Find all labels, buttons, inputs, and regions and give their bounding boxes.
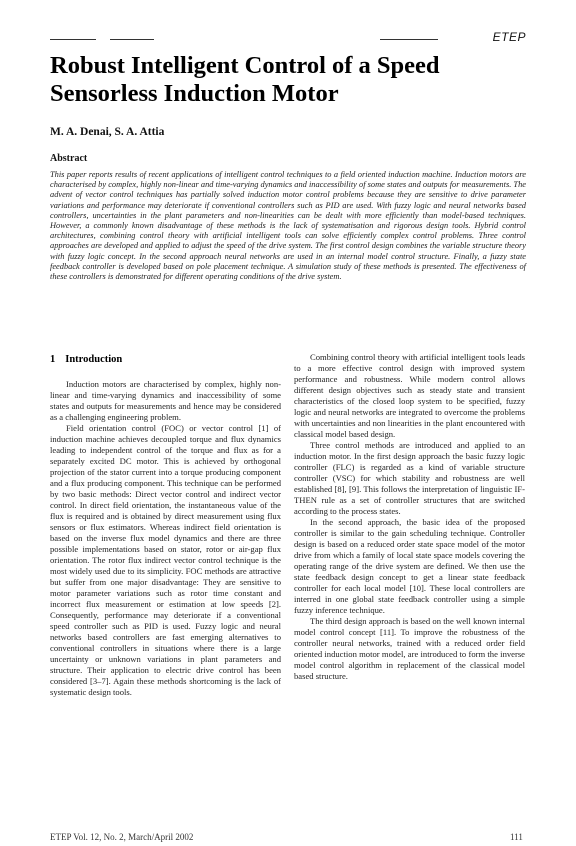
authors: M. A. Denai, S. A. Attia (50, 126, 165, 138)
body-paragraph: Field orientation control (FOC) or vector control [1] of induction machine achieves decoupled torque and flux dynamics leading to independent control of the torque and flux as for a separately excited DC motor. This is achieved by orthogonal projection of the stator current into a torque producing component and a flux producing component. This technique can be performed by two basic methods: Direct vector control and indirect vector control. In direct field orientation, the instantaneous value of the flux is required and is obtained by direct measurement using flux sensors or flux estimators. Whereas indirect field orientation is based on the inverse flux model dynamics and there are three possible implementations based on stator, rotor or air-gap flux orientation. The rotor flux indirect vector control technique is the most widely used due to its simplicity. FOC methods are attractive but suffer from one major disadvantage: They are sensitive to motor parameter variations such as rotor time constant and incorrect flux measurement or estimation at low speeds [2]. Consequently, performance may deteriorate if a conventional speed controller such as PID is used. Fuzzy logic and neural networks based controllers are fast emerging alternatives to conventional controllers in situations where there is a large uncertainty or unknown variations in plant parameters and structure. Their application to electric drive control has been considered [3–7]. Again these methods shortcoming is the lack of systematic design tools. (50, 423, 281, 697)
header-rule-right (380, 39, 438, 40)
abstract-heading: Abstract (50, 153, 88, 164)
section-title: Introduction (65, 354, 123, 365)
body-paragraph: Induction motors are characterised by complex, highly non-linear and time-varying dynamics and inaccessibility of some states and outputs for measurements and hence may be considered as a challenging engineering problem. (50, 379, 281, 422)
abstract-text: This paper reports results of recent applications of intelligent control techniques to a field oriented induction machine. Induction motors are characterised by complex, highly non-linear and time-varying dynamics and inaccessibility of some states and outputs for measurements. The advent of vector control techniques has partially solved induction motor control problems because they are sensitive to drive parameter variations and performance may deteriorate if conventional controllers such as PID are used. With fuzzy logic and neural networks based controllers, uncertainties in the plant parameters and non-linearities can be dealt with more efficiently than model-based techniques. However, a commonly known disadvantage of these methods is the lack of systematisation and rigorous design tools. Hybrid control architectures, combining control theory with artificial intelligent tools can solve efficiently complex control problems. Three control approaches are developed and applied to adjust the speed of the drive system. The first control design combines the variable structure theory with fuzzy logic concept. In the second approach neural networks are used in an internal model control structure. Finally, a fuzzy state feedback controller is developed based on pole placement technique. A simulation study of these methods is presented. The effectiveness of these controllers is demonstrated for different operating conditions of the drive system. (50, 170, 526, 282)
left-column (50, 352, 281, 698)
footer-citation: ETEP Vol. 12, No. 2, March/April 2002 (50, 832, 194, 842)
body-paragraph: Combining control theory with artificial intelligent tools leads to a more effective control design with improved system performance and robustness. While modern control allows different design objectives such as steady state and transient characteristics of the closed loop system to be specified, fuzzy logic and neural networks are integrated to overcome the problems with uncertainties and non linearities in the plant encountered with classical model based design. (294, 352, 525, 439)
journal-tag: ETEP (492, 30, 526, 44)
body-paragraph: The third design approach is based on the well known internal model control concept [11]. To improve the robustness of the controller neural networks, trained with a reduced order field oriented induction motor model, are introduced to form the inverse model control algorithm in replacement of the classical model based structure. (294, 616, 525, 681)
header-rule-left (50, 39, 96, 40)
body-paragraph: In the second approach, the basic idea of the proposed controller is similar to the gain scheduling technique. Controller design is based on a reduced order state space model of the motor drive from which a family of local state space models covering the operating range of the drive system are defined. We then use the state feedback design concept to get a linear state feedback controller for each local model [10]. These local controllers are interred in one global state feedback controller using a simple fuzzy inference technique. (294, 517, 525, 615)
paper-title: Robust Intelligent Control of a Speed Sensorless Induction Motor (50, 52, 440, 107)
page-header (50, 30, 526, 47)
right-column (294, 352, 525, 682)
page-number: 111 (510, 832, 523, 842)
body-paragraph: Three control methods are introduced and applied to an induction motor. In the first design approach the basic fuzzy logic controller (FLC) is regarded as a kind of variable structure controller (VSC) for which stability and robustness are well established [8], [9]. This follows the interpretation of linguistic IF-THEN rule as a set of controller structures that are switched according to the process states. (294, 440, 525, 516)
section-heading (50, 354, 281, 365)
section-number: 1 (50, 354, 56, 365)
header-rule-mid (110, 39, 154, 40)
